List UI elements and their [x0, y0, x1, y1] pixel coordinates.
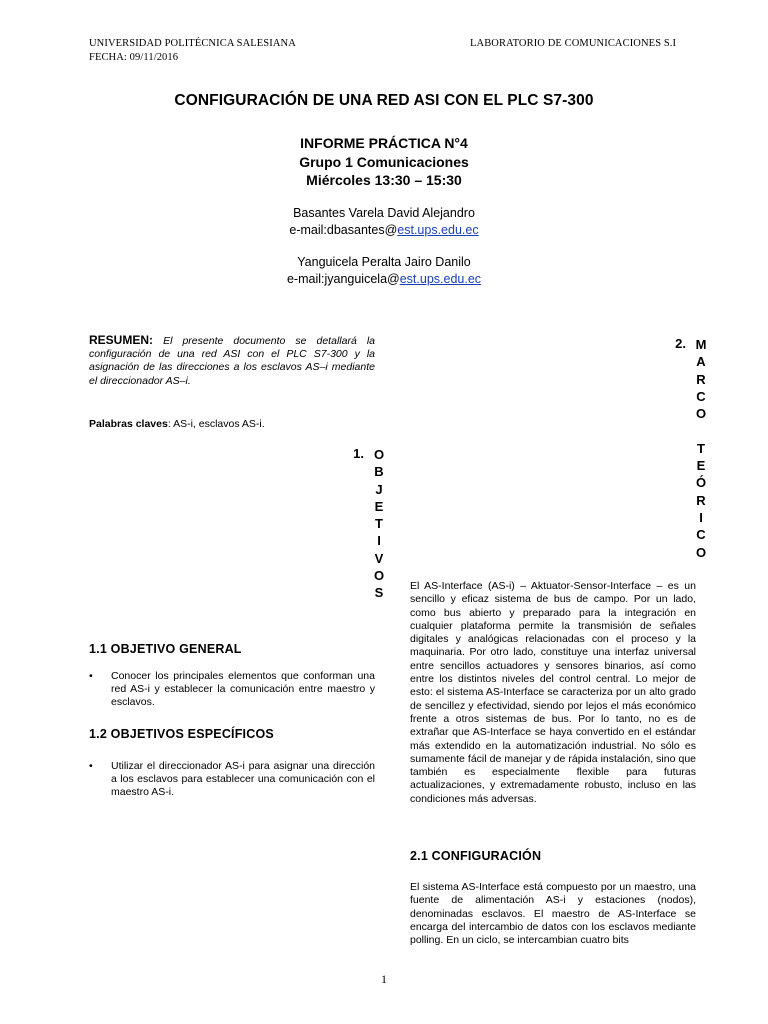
heading-letter: S [374, 585, 384, 601]
heading-letter: C [696, 388, 706, 404]
subsection-1-2-title: 1.2 OBJETIVOS ESPECÍFICOS [89, 727, 274, 741]
subsection-1-1-title: 1.1 OBJETIVO GENERAL [89, 642, 242, 656]
heading-letter: T [375, 516, 383, 532]
bullet-item [89, 760, 375, 800]
heading-letter: E [374, 498, 384, 514]
abstract-text: El presente documento se detallará la configuración de una red ASI con el PLC S7-300 y la asignación de las direcciones a los esclavos AS–i mediante el direccionador AS–i. [89, 335, 376, 387]
bullet-text: Utilizar el direccionador AS-i para asignar una dirección a los esclavos para establecer una comunicación con el maestro AS-i. [111, 760, 375, 799]
keywords-label: Palabras claves [89, 418, 168, 430]
heading-letter: R [696, 492, 706, 508]
heading-letter: R [696, 371, 706, 387]
section-2-heading [675, 336, 708, 561]
section-2-intro: El AS-Interface (AS-i) – Aktuator-Sensor-Interface – es un sencillo y eficaz sistema de bus de campo. Por un lado, como bus abierto y preparado para la integración en cualquier plataforma permite la transmisión de señales digitales y analógicas relacionadas con el proceso y la maquinaria. Por otro lado, constituye una interfaz universal entre sencillos actuadores y sensores binarios, así como entre los distintos niveles del control central. Lo mejor de esto: el sistema AS-Interface se caracteriza por un alto grado de sencillez y efectividad, siendo por lejos el más económico frente a otros sistemas de bus. Por lo tanto, no es de extrañar que AS-Interface se haya convertido en el estándar más extendido en la automatización industrial. No sólo es sumamente fácil de manejar y de rápida instalación, sino que también es especialmente flexible para futuras actualizaciones, y extremadamente robusto, incluso en las condiciones más adversas. [410, 580, 696, 805]
heading-letter: J [375, 481, 383, 497]
email-prefix: e-mail:dbasantes@ [289, 222, 398, 237]
author-name: Yanguicela Peralta Jairo Danilo [297, 255, 471, 269]
header-lab: LABORATORIO DE COMUNICACIONES S.I [470, 38, 677, 49]
bullet-text: Conocer los principales elementos que conforman una red AS-i y establecer la comunicación entre maestro y esclavos. [111, 670, 375, 709]
heading-letter: O [695, 406, 707, 422]
section-number: 1. [353, 446, 364, 461]
schedule: Miércoles 13:30 – 15:30 [306, 172, 462, 188]
bullet-icon: • [89, 670, 93, 682]
heading-letter: E [696, 458, 706, 474]
section-number: 2. [675, 336, 686, 351]
heading-letter: Ó [695, 475, 707, 491]
abstract [89, 334, 375, 388]
email-prefix: e-mail:jyanguicela@ [286, 271, 400, 286]
paper-title: CONFIGURACIÓN DE UNA RED ASI CON EL PLC S7-300 [174, 92, 594, 109]
report-subtitle [0, 134, 768, 190]
page-number: 1 [381, 972, 387, 986]
header-left [89, 37, 296, 65]
header-university: UNIVERSIDAD POLITÉCNICA SALESIANA [89, 38, 296, 49]
header-date: FECHA: 09/11/2016 [89, 52, 179, 63]
email-link[interactable]: est.ups.edu.ec [397, 222, 479, 237]
bullet-item [89, 670, 375, 710]
author-email [0, 222, 768, 239]
heading-letter: I [377, 533, 381, 549]
subsection-2-1-text: El sistema AS-Interface está compuesto por un maestro, una fuente de alimentación AS-i y estaciones (nodos), denominadas esclavos. El maestro de AS-Interface se encarga del intercambio de datos con los esclavos mediante polling. En un ciclo, se intercambian cuatro bits [410, 881, 696, 947]
heading-letter: T [697, 440, 705, 456]
bullet-icon: • [89, 760, 93, 772]
heading-letter: O [373, 568, 385, 584]
report-number: INFORME PRÁCTICA N°4 [300, 135, 468, 151]
heading-letter: M [695, 337, 707, 352]
heading-letter: I [699, 509, 703, 525]
subsection-2-1-title: 2.1 CONFIGURACIÓN [410, 849, 542, 863]
author-email [0, 271, 768, 288]
heading-letter: B [374, 464, 384, 480]
email-link[interactable]: est.ups.edu.ec [399, 271, 482, 286]
keywords-text: : AS-i, esclavos AS-i. [167, 418, 265, 430]
abstract-label: RESUMEN: [89, 333, 154, 347]
author-2 [0, 254, 768, 287]
author-name: Basantes Varela David Alejandro [293, 206, 475, 220]
author-1 [0, 205, 768, 238]
heading-letter: C [696, 527, 706, 543]
heading-letter: V [374, 550, 384, 566]
heading-letter: O [373, 447, 385, 462]
section-1-heading [353, 446, 386, 602]
keywords [89, 418, 375, 430]
heading-letter: O [695, 544, 707, 560]
heading-letter: A [696, 354, 706, 370]
group-name: Grupo 1 Comunicaciones [299, 153, 469, 170]
